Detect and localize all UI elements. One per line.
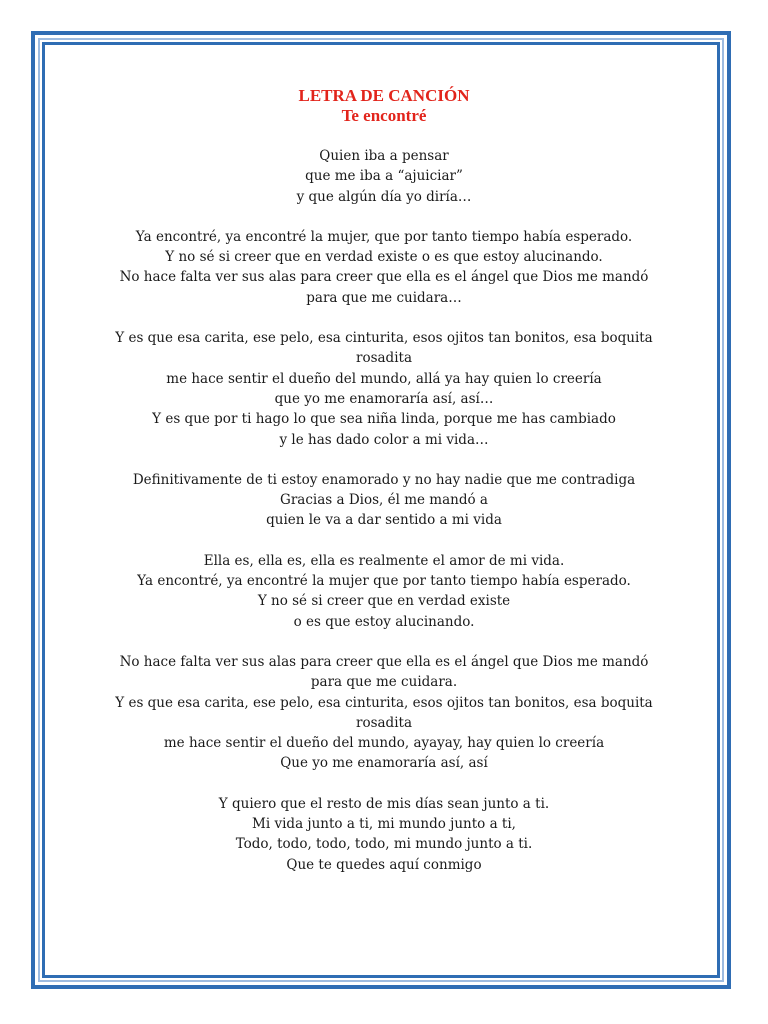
lyric-line: Quien iba a pensar bbox=[319, 148, 449, 164]
stanza-6 bbox=[60, 652, 708, 774]
lyric-line: Y no sé si creer que en verdad existe bbox=[257, 593, 511, 610]
stanza-7 bbox=[60, 794, 708, 875]
lyric-line: Que yo me enamoraría así, así bbox=[280, 755, 488, 772]
lyric-line: Y quiero que el resto de mis días sean junto a ti. bbox=[218, 795, 550, 812]
lyric-line: Que te quedes aquí conmigo bbox=[286, 856, 482, 873]
lyric-line: Y es que esa carita, ese pelo, esa cinturita, esos ojitos tan bonitos, esa boquita bbox=[115, 330, 653, 347]
song-title: Te encontré bbox=[341, 106, 427, 125]
lyric-line: rosadita bbox=[356, 714, 412, 731]
lyric-line: Y es que por ti hago lo que sea niña linda, porque me has cambiado bbox=[152, 411, 616, 428]
stanza-2 bbox=[60, 227, 708, 308]
lyric-line: o es que estoy alucinando. bbox=[293, 613, 475, 630]
lyric-line: Definitivamente de ti estoy enamorado y no hay nadie que me contradiga bbox=[132, 471, 636, 488]
lyric-line: Gracias a Dios, él me mandó a bbox=[280, 492, 488, 509]
lyric-line: y que algún día yo diría… bbox=[296, 188, 472, 205]
lyric-line: para que me cuidara. bbox=[310, 674, 458, 691]
lyric-line: me hace sentir el dueño del mundo, ayayay, hay quien lo creería bbox=[163, 735, 605, 752]
lyric-line: Mi vida junto a ti, mi mundo junto a ti, bbox=[252, 816, 516, 833]
lyric-line: Ya encontré, ya encontré la mujer que por tanto tiempo había esperado. bbox=[137, 573, 631, 590]
lyric-line: Ya encontré, ya encontré la mujer, que por tanto tiempo había esperado. bbox=[135, 228, 633, 245]
lyric-line: No hace falta ver sus alas para creer que ella es el ángel que Dios me mandó bbox=[119, 653, 649, 670]
lyric-line: Todo, todo, todo, todo, mi mundo junto a ti. bbox=[235, 836, 533, 853]
lyric-line: quien le va a dar sentido a mi vida bbox=[266, 512, 502, 529]
lyric-line: No hace falta ver sus alas para creer que ella es el ángel que Dios me mandó bbox=[119, 269, 649, 286]
stanza-5 bbox=[60, 551, 708, 632]
document-title: LETRA DE CANCIÓN bbox=[298, 86, 470, 105]
lyrics-document bbox=[60, 86, 708, 895]
stanza-1 bbox=[60, 146, 708, 207]
lyric-line: Ella es, ella es, ella es realmente el amor de mi vida. bbox=[203, 552, 565, 569]
lyric-line: que yo me enamoraría así, así… bbox=[274, 390, 494, 407]
lyric-line: me hace sentir el dueño del mundo, allá ya hay quien lo creería bbox=[166, 370, 602, 387]
lyric-line: que me iba a “ajuiciar” bbox=[305, 168, 463, 185]
lyric-line: y le has dado color a mi vida… bbox=[279, 431, 489, 448]
stanza-4 bbox=[60, 470, 708, 531]
lyric-line: Y no sé si creer que en verdad existe o es que estoy alucinando. bbox=[165, 249, 603, 266]
lyric-line: para que me cuidara… bbox=[306, 289, 462, 306]
lyric-line: rosadita bbox=[356, 350, 412, 367]
lyric-line: Y es que esa carita, ese pelo, esa cinturita, esos ojitos tan bonitos, esa boquita bbox=[115, 694, 653, 711]
stanza-3 bbox=[60, 328, 708, 450]
